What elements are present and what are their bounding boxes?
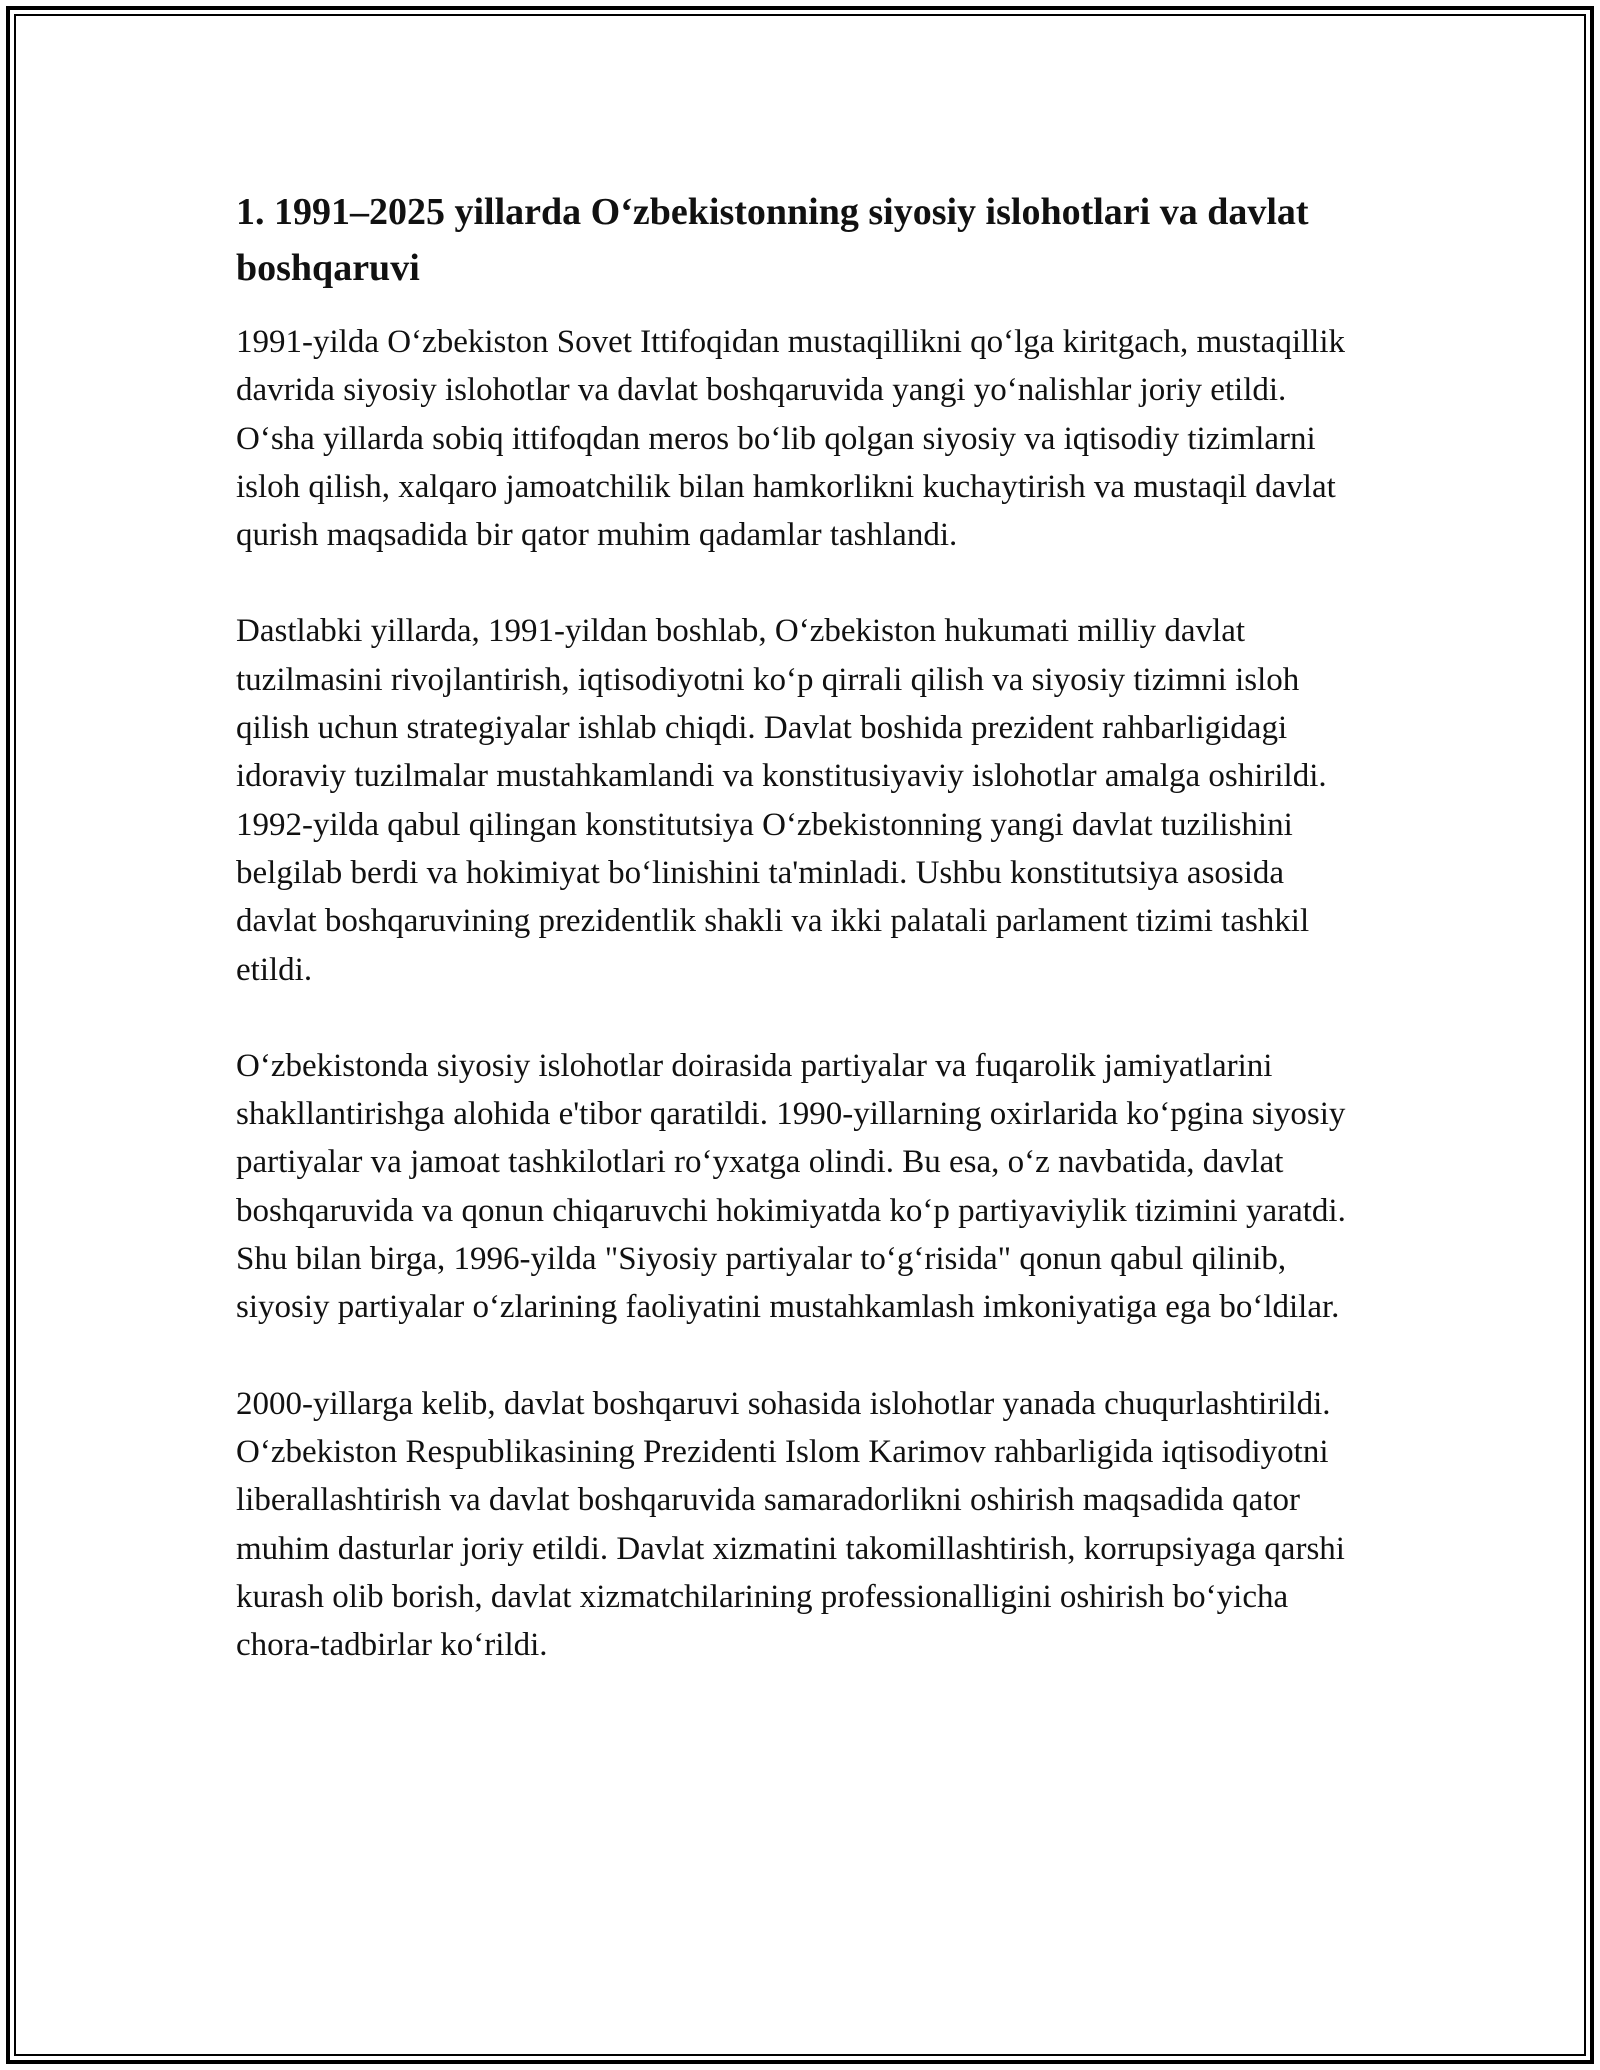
document-body xyxy=(236,184,1366,1717)
section-heading: 1. 1991–2025 yillarda O‘zbekistonning siyosiy islohotlari va davlat boshqaruvi xyxy=(236,191,1309,289)
paragraph-2: Dastlabki yillarda, 1991-yildan boshlab, O‘zbekiston hukumati milliy davlat tuzilmasini rivojlantirish, iqtisodiyotni ko‘p qirrali qilish va siyosiy tizimni isloh qilish uchun strategiyalar ishlab chiqdi. Davlat boshida prezident rahbarligidagi idoraviy tuzilmalar mustahkamlandi va konstitusiyaviy islohotlar amalga oshirildi. 1992-yilda qabul qilingan konstitutsiya O‘zbekistonning yangi davlat tuzilishini belgilab berdi va hokimiyat bo‘linishini ta'minladi. Ushbu konstitutsiya asosida davlat boshqaruvining prezidentlik shakli va ikki palatali parlament tizimi tashkil etildi. xyxy=(236,613,1327,988)
paragraph-1: 1991-yilda O‘zbekiston Sovet Ittifoqidan mustaqillikni qo‘lga kiritgach, mustaqillik davrida siyosiy islohotlar va davlat boshqaruvida yangi yo‘nalishlar joriy etildi. O‘sha yillarda sobiq ittifoqdan meros bo‘lib qolgan siyosiy va iqtisodiy tizimlarni isloh qilish, xalqaro jamoatchilik bilan hamkorlikni kuchaytirish va mustaqil davlat qurish maqsadida bir qator muhim qadamlar tashlandi. xyxy=(236,324,1345,554)
paragraph-3: O‘zbekistonda siyosiy islohotlar doirasida partiyalar va fuqarolik jamiyatlarini shakllantirishga alohida e'tibor qaratildi. 1990-yillarning oxirlarida ko‘pgina siyosiy partiyalar va jamoat tashkilotlari ro‘yxatga olindi. Bu esa, o‘z navbatida, davlat boshqaruvida va qonun chiqaruvchi hokimiyatda ko‘p partiyaviylik tizimini yaratdi. Shu bilan birga, 1996-yilda "Siyosiy partiyalar to‘g‘risida" qonun qabul qilinib, siyosiy partiyalar o‘zlarining faoliyatini mustahkamlash imkoniyatiga ega bo‘ldilar. xyxy=(236,1047,1346,1326)
paragraph-4: 2000-yillarga kelib, davlat boshqaruvi sohasida islohotlar yanada chuqurlashtirildi. O‘zbekiston Respublikasining Prezidenti Islom Karimov rahbarligida iqtisodiyotni liberallashtirish va davlat boshqaruvida samaradorlikni oshirish maqsadida qator muhim dasturlar joriy etildi. Davlat xizmatini takomillashtirish, korrupsiyaga qarshi kurash olib borish, davlat xizmatchilarining professionalligini oshirish bo‘yicha chora-tadbirlar ko‘rildi. xyxy=(236,1385,1345,1664)
